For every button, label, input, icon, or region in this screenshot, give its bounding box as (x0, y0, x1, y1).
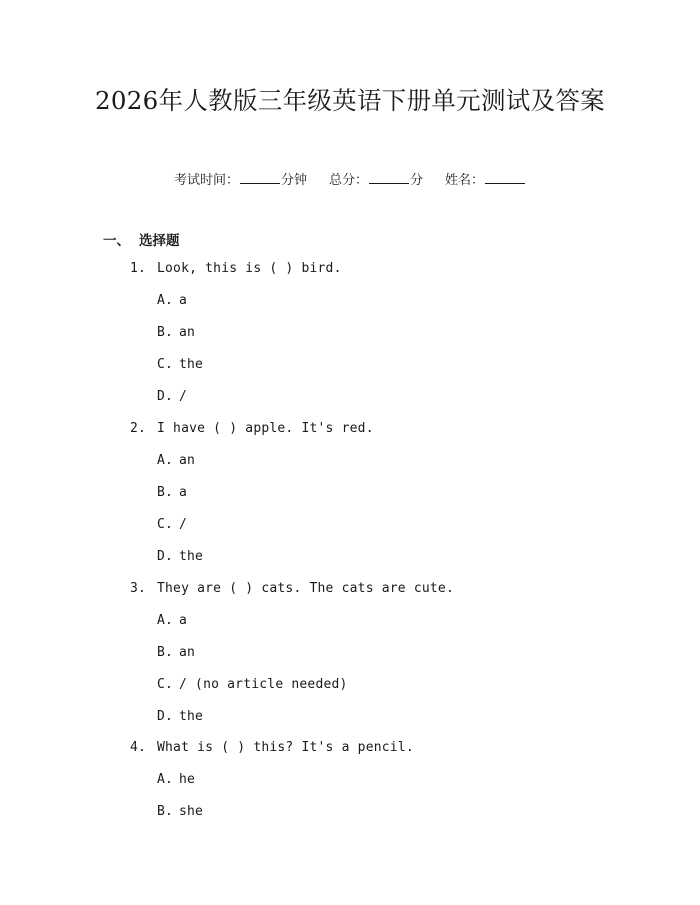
question-1-option-d (157, 389, 187, 404)
question-2-option-a (157, 453, 195, 468)
question-1-option-a (157, 293, 187, 308)
question-3-option-c (157, 677, 348, 692)
option-label: D. (157, 389, 174, 404)
question-number: 4. (130, 740, 147, 755)
question-text: Look, this is ( ) bird. (157, 261, 342, 276)
option-label: A. (157, 453, 174, 468)
option-label: B. (157, 485, 174, 500)
option-text: an (179, 453, 196, 468)
option-label: A. (157, 772, 174, 787)
option-label: B. (157, 645, 174, 660)
exam-time-field (174, 169, 307, 188)
option-text: / (179, 389, 188, 404)
student-name-label: 姓名： (445, 173, 485, 188)
option-text: / (179, 517, 188, 532)
question-4-option-b (157, 804, 203, 819)
option-label: A. (157, 613, 174, 628)
question-text: What is ( ) this? It's a pencil. (157, 740, 414, 755)
question-3-option-d (157, 709, 203, 724)
option-text: / (no article needed) (179, 677, 348, 692)
student-name-field (445, 169, 526, 188)
question-3-option-b (157, 645, 195, 660)
question-3-option-a (157, 613, 187, 628)
question-text: They are ( ) cats. The cats are cute. (157, 581, 454, 596)
option-label: C. (157, 357, 174, 372)
question-2-option-b (157, 485, 187, 500)
total-score-unit: 分 (410, 173, 424, 188)
total-score-label: 总分： (328, 173, 368, 188)
option-text: a (179, 613, 188, 628)
total-score-field (329, 169, 423, 188)
option-text: the (179, 709, 204, 724)
question-4-option-a (157, 772, 195, 787)
question-text: I have ( ) apple. It's red. (157, 421, 374, 436)
question-number: 2. (130, 421, 147, 436)
option-label: B. (157, 804, 174, 819)
question-3 (130, 581, 454, 596)
question-2-option-d (157, 549, 203, 564)
option-text: an (179, 325, 196, 340)
option-text: she (179, 804, 204, 819)
student-name-blank (485, 172, 525, 184)
exam-info-line (0, 169, 700, 188)
exam-time-label: 考试时间： (173, 173, 239, 188)
question-4 (130, 740, 414, 755)
option-label: C. (157, 517, 174, 532)
option-text: the (179, 357, 204, 372)
section-title: 选择题 (139, 233, 180, 249)
exam-time-blank (240, 172, 280, 184)
option-text: he (179, 772, 196, 787)
option-label: D. (157, 549, 174, 564)
option-label: C. (157, 677, 174, 692)
section-heading (103, 229, 180, 249)
question-number: 1. (130, 261, 147, 276)
question-1 (130, 261, 342, 276)
question-number: 3. (130, 581, 147, 596)
exam-time-unit: 分钟 (280, 173, 307, 188)
option-label: A. (157, 293, 174, 308)
total-score-blank (369, 172, 409, 184)
option-text: an (179, 645, 196, 660)
option-text: a (179, 293, 188, 308)
option-text: a (179, 485, 188, 500)
question-2 (130, 421, 374, 436)
question-2-option-c (157, 517, 187, 532)
section-number: 一、 (103, 233, 130, 249)
option-label: D. (157, 709, 174, 724)
option-label: B. (157, 325, 174, 340)
question-1-option-c (157, 357, 203, 372)
option-text: the (179, 549, 204, 564)
question-1-option-b (157, 325, 195, 340)
page-title: 2026年人教版三年级英语下册单元测试及答案 (95, 86, 605, 115)
